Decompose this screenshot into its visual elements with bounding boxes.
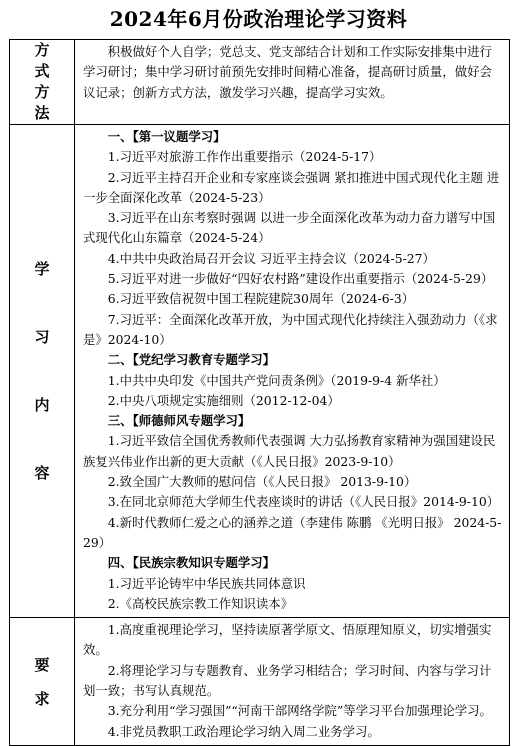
content-label-char: 内 <box>34 396 50 415</box>
method-label-char: 方 <box>34 41 50 59</box>
requirement-item: 3.充分利用“学习强国”“河南干部网络学院”等学习平台加强理论学习。 <box>107 703 492 719</box>
study-item: 2.习近平主持召开企业和专家座谈会强调 紧扣推进中国式现代化主题 进一步全面深化改革（2024-5-23） <box>83 169 500 205</box>
method-row <box>10 40 510 125</box>
content-label-char: 容 <box>34 464 50 483</box>
study-item: 1.习近平论铸牢中华民族共同体意识 <box>107 575 306 591</box>
requirements-label-char: 求 <box>34 689 50 708</box>
study-item: 6.习近平致信祝贺中国工程院建院30周年（2024-6-3） <box>107 291 415 307</box>
study-item: 4.中共中央政治局召开会议 习近平主持会议（2024-5-27） <box>107 250 435 266</box>
study-item: 3.习近平在山东考察时强调 以进一步全面深化改革为动力奋力谱写中国式现代化山东篇章（2024-5-24） <box>83 210 496 246</box>
study-item: 5.习近平对进一步做好“四好农村路”建设作出重要指示（2024-5-29） <box>107 271 494 287</box>
section-heading: 三、【师德师风专题学习】 <box>107 413 251 429</box>
requirement-item: 4.非党员教职工政治理论学习纳入周二业务学习。 <box>107 723 380 739</box>
content-label-char: 学 <box>34 260 50 279</box>
page-title: 2024年6月份政治理论学习资料 <box>109 7 408 31</box>
requirement-item: 1.高度重视理论学习，坚持读原著学原文、悟原理知原义，切实增强实效。 <box>83 622 492 658</box>
section-heading: 二、【党纪学习教育专题学习】 <box>107 352 276 368</box>
section-heading: 四、【民族宗教知识专题学习】 <box>107 555 276 571</box>
requirements-content <box>75 618 510 746</box>
method-text: 积极做好个人自学；党总支、党支部结合计划和工作实际安排集中进行学习研讨；集中学习研讨前预先安排时间精心准备，提高研讨质量，做好会议记录；创新方式方法，激发学习兴趣，提高学习实效。 <box>83 44 492 100</box>
method-label-char: 方 <box>34 83 50 101</box>
study-item: 1.习近平对旅游工作作出重要指示（2024-5-17） <box>107 149 382 165</box>
method-label-char: 式 <box>34 62 50 80</box>
study-item: 1.习近平致信全国优秀教师代表强调 大力弘扬教育家精神为强国建设民族复兴伟业作出新的更大贡献（《人民日报》2023-9-10） <box>83 433 496 469</box>
study-item: 4.新时代教师仁爱之心的涵养之道（李建伟 陈鹏 《光明日报》 2024-5-29） <box>83 514 502 550</box>
content-label <box>10 125 75 618</box>
study-item: 2.致全国广大教师的慰问信（《人民日报》 2013-9-10） <box>107 474 417 490</box>
content-body <box>75 125 510 618</box>
study-item: 1.中共中央印发《中国共产党问责条例》（2019-9-4 新华社） <box>107 372 446 388</box>
method-content <box>75 40 510 125</box>
requirements-row <box>10 618 510 746</box>
content-row <box>10 125 510 618</box>
content-label-char: 习 <box>34 328 50 347</box>
requirements-label <box>10 618 75 746</box>
study-item: 3.在同北京师范大学师生代表座谈时的讲话（《人民日报》2014-9-10） <box>107 494 500 510</box>
method-label-char: 法 <box>34 104 50 122</box>
study-material-table <box>9 39 510 746</box>
section-heading: 一、【第一议题学习】 <box>107 129 226 144</box>
study-item: 2.中央八项规定实施细则（2012-12-04） <box>107 392 340 408</box>
requirements-label-char: 要 <box>34 655 50 674</box>
method-label <box>10 40 75 125</box>
study-item: 2.《高校民族宗教工作知识读本》 <box>107 595 294 611</box>
study-item: 7.习近平：全面深化改革开放，为中国式现代化持续注入强劲动力（《求是》2024-10） <box>83 311 498 347</box>
requirement-item: 2.将理论学习与专题教育、业务学习相结合；学习时间、内容与学习计划一致；书写认真规范。 <box>83 662 492 699</box>
